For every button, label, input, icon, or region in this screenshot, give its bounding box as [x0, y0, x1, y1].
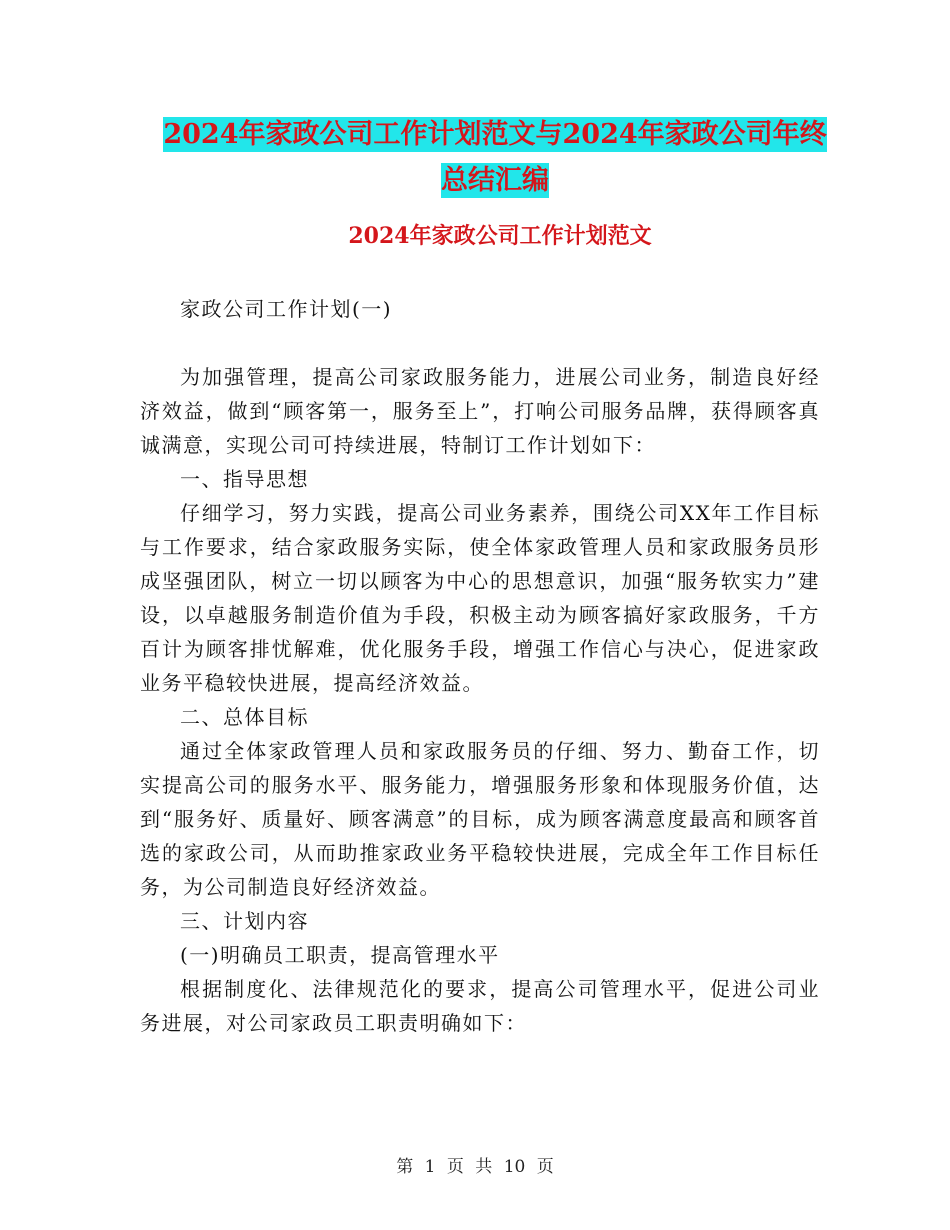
document-title-line1: 2024年家政公司工作计划范文与2024年家政公司年终: [163, 119, 827, 150]
paragraph-overall-goal: 通过全体家政管理人员和家政服务员的仔细、努力、勤奋工作，切实提高公司的服务水平、服务能力，增强服务形象和体现服务价值，达到“服务好、质量好、顾客满意”的目标，成为顾客满意度最高和顾客首选的家政公司，从而助推家政业务平稳较快进展，完成全年工作目标任务，为公司制造良好经济效益。: [140, 739, 820, 899]
paragraph-heading-guiding-thought: 一、指导思想: [180, 467, 309, 491]
paragraph-responsibilities: 根据制度化、法律规范化的要求，提高公司管理水平，促进公司业务进展，对公司家政员工职责明确如下：: [140, 977, 820, 1035]
paragraph-intro: 为加强管理，提高公司家政服务能力，进展公司业务，制造良好经济效益，做到“顾客第一，服务至上”，打响公司服务品牌，获得顾客真诚满意，实现公司可持续进展，特制订工作计划如下：: [140, 365, 820, 457]
document-title: [140, 112, 850, 204]
document-body: [140, 292, 820, 1040]
paragraph-guiding-thought: 仔细学习，努力实践，提高公司业务素养，围绕公司XX年工作目标与工作要求，结合家政服务实际，使全体家政管理人员和家政服务员形成坚强团队，树立一切以顾客为中心的思想意识，加强“服务软实力”建设，以卓越服务制造价值为手段，积极主动为顾客搞好家政服务，千方百计为顾客排忧解难，优化服务手段，增强工作信心与决心，促进家政业务平稳较快进展，提高经济效益。: [140, 501, 820, 695]
paragraph-heading-responsibilities: (一)明确员工职责，提高管理水平: [180, 943, 500, 967]
paragraph-heading-plan-content: 三、计划内容: [180, 909, 309, 933]
page-footer: 第 1 页 共 10 页: [396, 1157, 554, 1177]
section-title: 2024年家政公司工作计划范文: [348, 223, 652, 249]
paragraph-heading-plan-one: 家政公司工作计划(一): [180, 297, 393, 321]
paragraph-heading-overall-goal: 二、总体目标: [180, 705, 309, 729]
document-title-line2: 总结汇编: [441, 165, 549, 196]
